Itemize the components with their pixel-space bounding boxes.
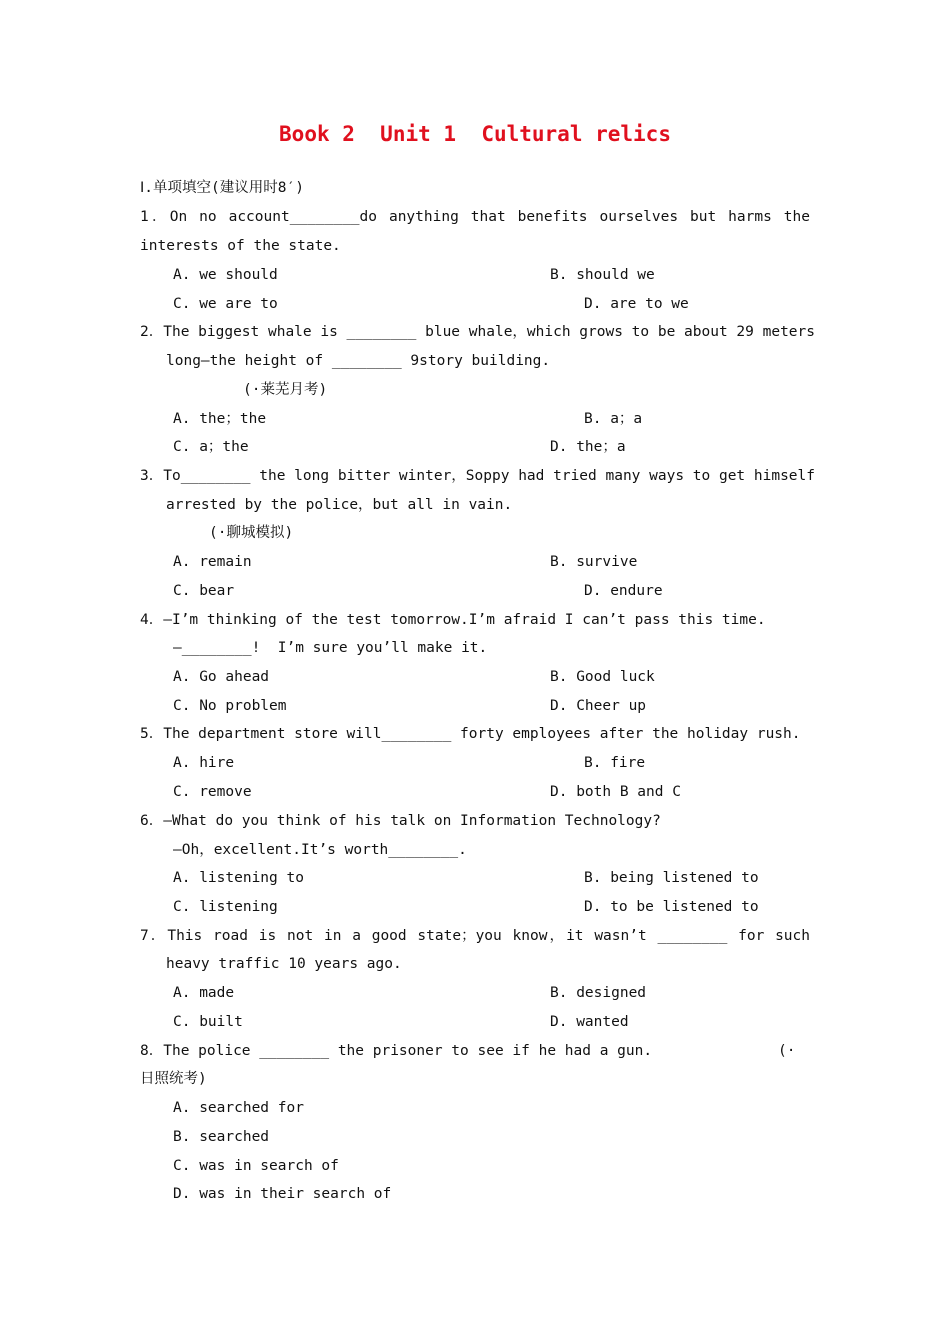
question-5-option-d: D. both B and C — [550, 784, 681, 800]
question-6-option-d: D. to be listened to — [584, 899, 759, 915]
question-3-option-b: B. survive — [550, 554, 638, 570]
question-2-option-b: B. a；a — [584, 411, 643, 427]
question-1-option-c: C. we are to — [173, 296, 278, 312]
question-3-line-1: 3．To________ the long bitter winter，Soppy had tried many ways to get himself — [140, 468, 816, 484]
question-7-option-d: D. wanted — [550, 1014, 629, 1030]
question-4-option-d: D. Cheer up — [550, 698, 647, 714]
question-2-option-a: A. the；the — [173, 411, 267, 427]
question-5-option-a: A. hire — [173, 755, 235, 771]
question-1-option-b: B. should we — [550, 267, 655, 283]
question-3-option-c: C. bear — [173, 583, 235, 599]
question-2-source: (·莱芜月考) — [243, 382, 328, 398]
question-7-option-b: B. designed — [550, 985, 647, 1001]
question-4-option-a: A. Go ahead — [173, 669, 270, 685]
question-8-option-a: A. searched for — [173, 1100, 304, 1116]
question-7-option-c: C. built — [173, 1014, 243, 1030]
question-6-option-b: B. being listened to — [584, 870, 759, 886]
question-3-source: (·聊城模拟) — [209, 525, 294, 541]
question-6-option-c: C. listening — [173, 899, 278, 915]
question-2-option-d: D. the；a — [550, 439, 626, 455]
question-8-source-head: (· — [778, 1043, 796, 1059]
question-7-option-a: A. made — [173, 985, 235, 1001]
question-6-option-a: A. listening to — [173, 870, 304, 886]
question-7-line-2: heavy traffic 10 years ago. — [166, 956, 402, 972]
question-4-option-b: B. Good luck — [550, 669, 655, 685]
question-5-line-1: 5．The department store will________ forty employees after the holiday rush. — [140, 726, 801, 742]
question-3-option-a: A. remain — [173, 554, 252, 570]
question-8-source-tail: 日照统考) — [140, 1071, 207, 1087]
question-1-line-1: 1．On no account________do anything that benefits ourselves but harms the — [140, 209, 810, 225]
question-6-line-2: —Oh，excellent.It’s worth________. — [173, 842, 467, 858]
question-8-option-c: C. was in search of — [173, 1158, 339, 1174]
question-8-option-b: B. searched — [173, 1129, 270, 1145]
question-6-line-1: 6．—What do you think of his talk on Information Technology? — [140, 813, 661, 829]
question-2-line-2: long—the height of ________ 9story building. — [166, 353, 551, 369]
page-title: Book 2 Unit 1 Cultural relics — [279, 122, 671, 146]
question-8-line-1: 8．The police ________ the prisoner to see if he had a gun. — [140, 1043, 653, 1059]
question-7-line-1: 7．This road is not in a good state；you know，it wasn’t ________ for such — [140, 928, 810, 944]
question-4-line-2: —________! I’m sure you’ll make it. — [173, 640, 488, 656]
question-4-option-c: C. No problem — [173, 698, 287, 714]
question-2-option-c: C. a；the — [173, 439, 249, 455]
question-4-line-1: 4．—I’m thinking of the test tomorrow.I’m afraid I can’t pass this time. — [140, 612, 766, 628]
question-5-option-c: C. remove — [173, 784, 252, 800]
question-1-option-d: D. are to we — [584, 296, 689, 312]
question-2-line-1: 2．The biggest whale is ________ blue whale，which grows to be about 29 meters — [140, 324, 816, 340]
question-1-option-a: A. we should — [173, 267, 278, 283]
question-8-option-d: D. was in their search of — [173, 1186, 392, 1202]
question-1-line-2: interests of the state. — [140, 238, 341, 254]
question-3-line-2: arrested by the police，but all in vain. — [166, 497, 513, 513]
question-3-option-d: D. endure — [584, 583, 663, 599]
question-5-option-b: B. fire — [584, 755, 646, 771]
section-heading: Ⅰ.单项填空(建议用时8′) — [140, 180, 304, 196]
